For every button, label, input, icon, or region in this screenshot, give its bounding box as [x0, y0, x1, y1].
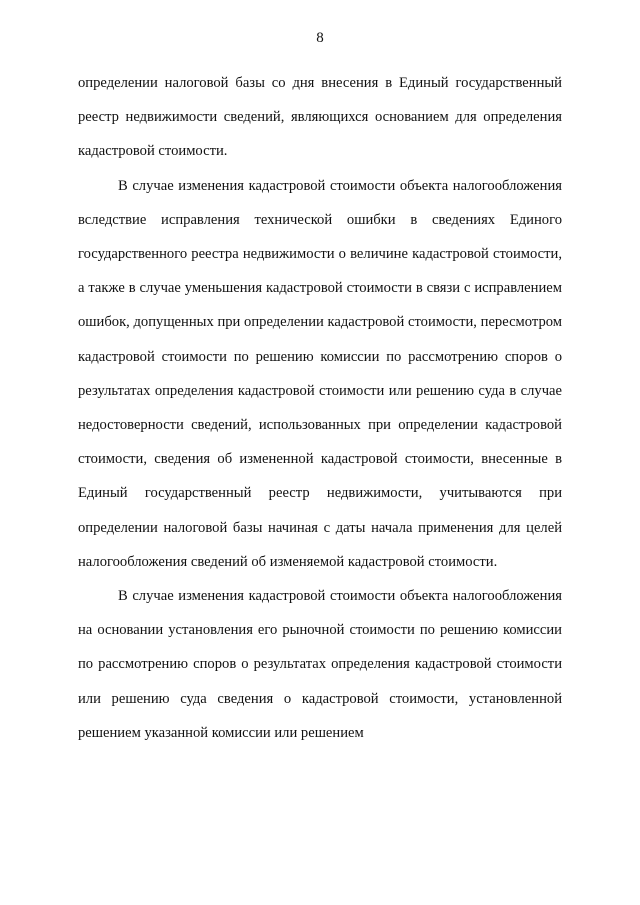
paragraph-continuation: определении налоговой базы со дня внесения в Единый государственный реестр недвижимости сведений, являющихся основанием для определения кадастровой стоимости. [78, 75, 562, 160]
page-number: 8 [316, 30, 324, 46]
paragraph-market-value-change: В случае изменения кадастровой стоимости объекта налогообложения на основании установления его рыночной стоимости по решению комиссии по рассмотрению споров о результатах определения кадастровой стоимости или решению суда сведения о кадастровой стоимости, установленной решением указанной комиссии или решением [78, 588, 562, 741]
document-body [78, 66, 562, 750]
paragraph-technical-error-change: В случае изменения кадастровой стоимости объекта налогообложения вследствие исправления технической ошибки в сведениях Единого государственного реестра недвижимости о величине кадастровой стоимости, а также в случае уменьшения кадастровой стоимости в связи с исправлением ошибок, допущенных при определении кадастровой стоимости, пересмотром кадастровой стоимости по решению комиссии по рассмотрению споров о результатах определения кадастровой стоимости или решению суда в случае недостоверности сведений, использованных при определении кадастровой стоимости, сведения об измененной кадастровой стоимости, внесенные в Единый государственный реестр недвижимости, учитываются при определении налоговой базы начиная с даты начала применения для целей налогообложения сведений об изменяемой кадастровой стоимости. [78, 177, 562, 570]
